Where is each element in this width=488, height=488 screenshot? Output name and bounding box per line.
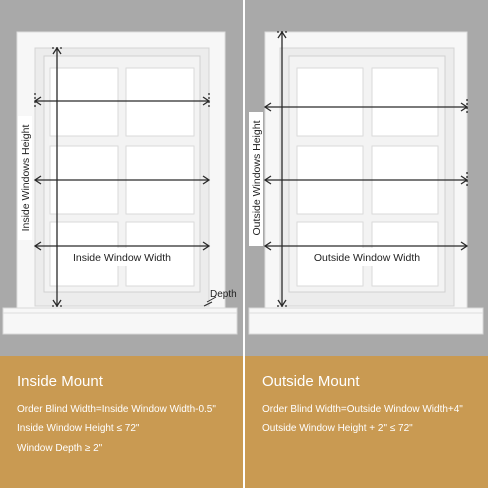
window-sill (3, 308, 237, 334)
outside-width-rule: Order Blind Width=Outside Window Width+4" (262, 404, 463, 415)
inside-depth-rule: Window Depth ≥ 2" (17, 443, 103, 454)
inside-mount-title: Inside Mount (17, 373, 103, 390)
inside-mount-panel (0, 0, 243, 488)
inside-height-rule: Inside Window Height ≤ 72" (17, 423, 140, 434)
inside-mount-window-illustration (0, 0, 243, 356)
inside-mount-caption (0, 356, 243, 488)
inside-width-rule: Order Blind Width=Inside Window Width-0.5" (17, 404, 216, 415)
height-label: Inside Windows Height (20, 124, 32, 232)
outside-mount-title: Outside Mount (262, 373, 360, 390)
outside-height-rule: Outside Window Height + 2" ≤ 72" (262, 423, 413, 434)
outside-mount-caption (245, 356, 488, 488)
height-label: Outside Windows Height (251, 120, 263, 236)
width-label: Inside Window Width (72, 252, 172, 264)
outside-mount-window-illustration (245, 0, 488, 356)
width-label: Outside Window Width (313, 252, 421, 264)
depth-label: Depth (210, 289, 237, 300)
outside-mount-panel (245, 0, 488, 488)
window-sill (249, 308, 483, 334)
